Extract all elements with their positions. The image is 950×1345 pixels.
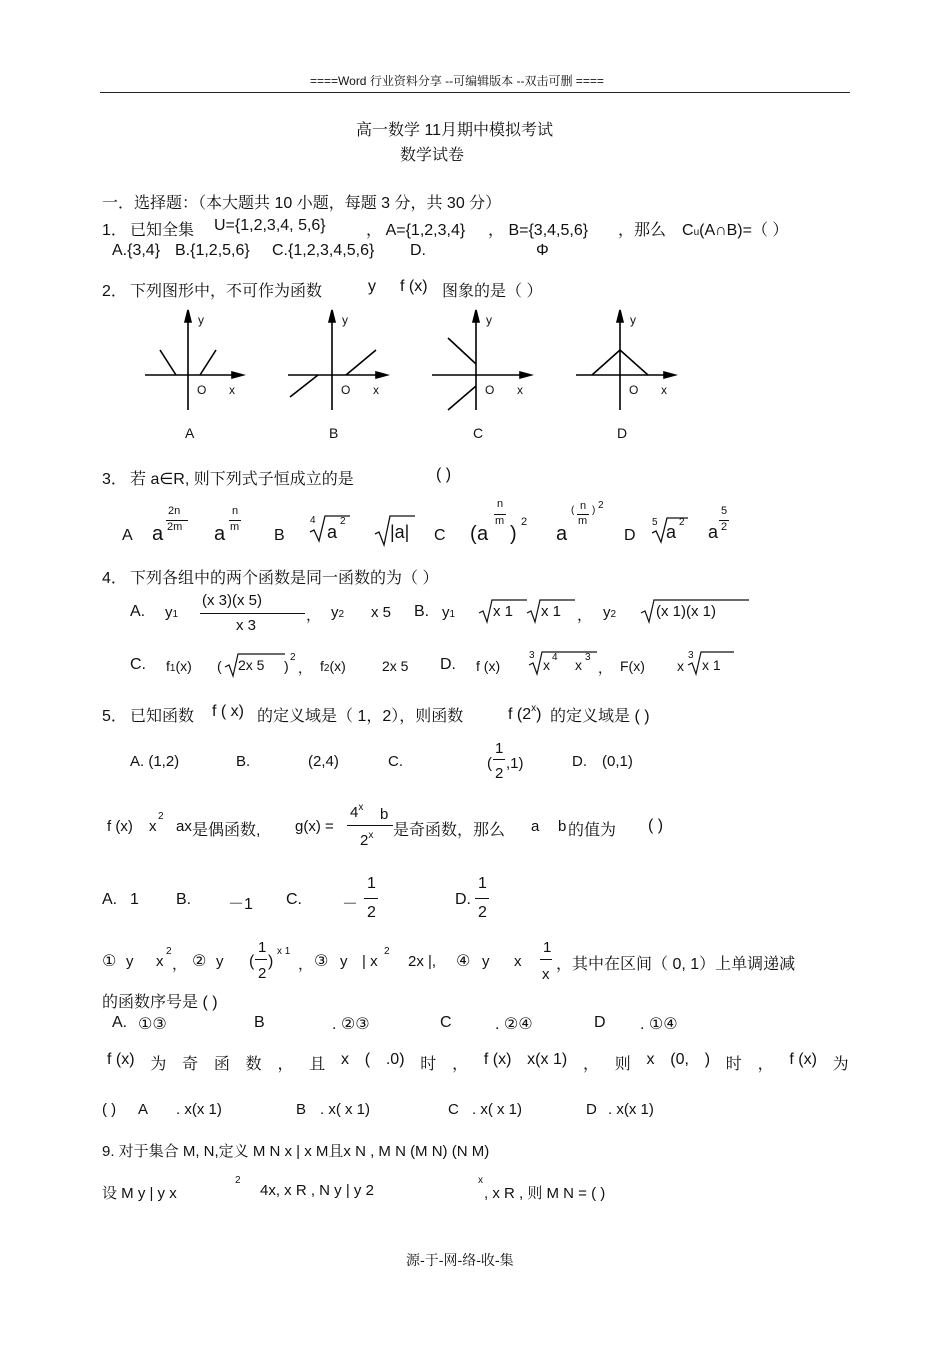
q8-token: 为 — [832, 1056, 849, 1073]
q3-c-exp2-lp: ( — [571, 505, 575, 516]
q4-d-x: x — [677, 658, 684, 674]
q4-a-y2 — [331, 604, 344, 621]
q4-c-comma: ， — [298, 660, 312, 676]
q4-b-y1 — [442, 604, 455, 621]
q6-option-b-value: －1 — [228, 896, 253, 913]
q4-c-f1-var: f — [166, 658, 170, 674]
q6-option-c-num: 1 — [367, 875, 376, 892]
q3-c-rparen: ) — [510, 523, 517, 545]
q6-num — [350, 802, 363, 821]
q4-c-f2-var: f — [320, 658, 324, 674]
q6-option-c: C. — [286, 891, 302, 908]
q4-b-rad1: x 1 — [493, 603, 514, 620]
q1-set-a: ， A={1,2,3,4} — [366, 222, 466, 239]
q7-option-d: D — [594, 1014, 606, 1031]
q8-token: ， — [757, 1056, 774, 1073]
q4-a-numerator: (x 3)(x 5) — [202, 592, 262, 609]
q1-option-b: B.{1,2,5,6} — [175, 242, 250, 259]
q1-expr-tail: (A∩B)=（ ） — [699, 222, 789, 239]
q4-option-c-label: C. — [130, 656, 146, 673]
q8-token: 且 — [309, 1056, 326, 1073]
q8-token: 奇 — [182, 1056, 199, 1073]
q3-d-base: a — [666, 522, 677, 542]
q2-stem: 下列图形中，不可作为函数 — [130, 283, 323, 300]
q9-line2-a: 设 M y | y x — [102, 1185, 177, 1202]
q8-token: (0, — [670, 1051, 689, 1068]
q6-num-b: b — [380, 806, 389, 823]
q6-den-base: 2 — [360, 832, 369, 849]
q4-c-f1 — [166, 658, 192, 674]
q3-d-exp2-den: 2 — [721, 521, 728, 533]
q4-d-rad1-exp4: 4 — [552, 652, 558, 663]
graph-d-label: D — [617, 425, 628, 441]
q7-y3: y — [340, 953, 348, 970]
q3-b-root-index: 4 — [310, 515, 316, 526]
q3-c-lparen: ( — [470, 523, 477, 545]
q7-half-bar — [255, 959, 267, 960]
q8-paren: ( ) — [102, 1101, 117, 1118]
q8-option-a: A — [138, 1101, 149, 1118]
q7-frac-den: x — [542, 966, 550, 983]
q7-c3: ③ — [314, 953, 329, 970]
q3-option-d-label: D — [624, 527, 636, 544]
q8-token: 函 — [213, 1056, 230, 1073]
q1-option-a: A.{3,4} — [112, 242, 161, 259]
q5-fx: f ( x) — [212, 703, 244, 720]
q3-c-exp2-num: n — [580, 500, 587, 512]
q3-c-exp2-den: m — [578, 515, 588, 527]
q6-a: a — [531, 818, 540, 835]
graph-d-x-label: x — [661, 383, 667, 397]
q8-token: x(x 1) — [527, 1051, 568, 1068]
q8-line1 — [107, 1051, 849, 1074]
q9-line2-b: 4x, x R , N y | y 2 — [260, 1182, 374, 1199]
q7-option-c-value: . ②④ — [495, 1016, 533, 1033]
q4-c-rad: 2x 5 — [238, 657, 265, 673]
q1-option-c: C.{1,2,3,4,5,6} — [272, 242, 375, 259]
q3-a-base2: a — [214, 523, 226, 545]
q8-token: ) — [704, 1051, 711, 1068]
q7-frac-bar — [540, 959, 552, 960]
q8-token: f (x) — [483, 1051, 512, 1068]
q3-b-exp: 2 — [340, 516, 346, 527]
q9-line2-c: , x R , 则 M N = ( ) — [484, 1185, 606, 1202]
q7-x1: x — [156, 953, 164, 970]
q7-half-num: 1 — [258, 939, 267, 956]
q4-c-f1-exp: 2 — [290, 652, 296, 663]
graph-d-y-label: y — [630, 313, 636, 327]
q7-x4: x — [514, 953, 522, 970]
q6-option-d-bar — [475, 898, 489, 899]
q5-stem-b: 的定义域是（ 1，2），则函数 — [257, 708, 464, 725]
q4-d-rad1-x: x — [543, 657, 550, 673]
q7-rparen: ) — [268, 953, 274, 970]
q4-a-denominator: x 3 — [236, 617, 257, 634]
q6-option-d: D. — [455, 891, 471, 908]
q8-token: 则 — [614, 1056, 631, 1073]
q3-d-exp2-num: 5 — [721, 505, 728, 517]
q9-expx: x — [478, 1175, 483, 1186]
q5-number: 5． — [102, 708, 127, 725]
graph-b-label: B — [329, 425, 339, 441]
q6-stem-a: 是偶函数, — [192, 822, 261, 839]
q4-c-f2 — [320, 658, 346, 674]
q6-option-a: A. — [102, 891, 118, 908]
q4-c-f1-sub: 1 — [169, 663, 176, 674]
q5-option-d: D. — [572, 753, 587, 770]
q2-stem-tail: 图象的是（ ） — [442, 283, 543, 300]
q8-token: f (x) — [107, 1051, 135, 1068]
q5-option-b-value: (2,4) — [308, 753, 339, 770]
q8-token: 数 — [245, 1056, 262, 1073]
q5-option-c-tail: ,1) — [506, 755, 524, 772]
q1-option-d-value: Φ — [536, 242, 549, 259]
q7-sep2: ， — [298, 956, 314, 973]
q6-num-base: 4 — [350, 804, 359, 821]
q3-c-exp-den: m — [495, 515, 505, 527]
graph-b-origin: O — [341, 383, 351, 397]
q1-complement-sub: u — [693, 227, 700, 238]
q4-b-y1-sub: 1 — [449, 609, 456, 620]
q4-d-rad1-exp3: 3 — [585, 652, 591, 663]
q3-option-a-label: A — [122, 527, 133, 544]
q3-stem: 若 a∈R, 则下列式子恒成立的是 — [130, 471, 354, 488]
q4-c-f2-sub: 2 — [323, 663, 330, 674]
q5-f2x — [508, 703, 541, 724]
q6-option-d-num: 1 — [478, 875, 487, 892]
q4-c-f1-arg: (x) — [175, 658, 192, 674]
q6-option-c-den: 2 — [367, 904, 376, 921]
q2-fx: f (x) — [400, 278, 428, 295]
q8-token: .0) — [385, 1051, 405, 1068]
q5-option-a: A. (1,2) — [130, 753, 180, 770]
q7-abs-exp: 2 — [384, 946, 390, 957]
q4-stem: 下列各组中的两个函数是同一函数的为（ ） — [130, 570, 439, 587]
q4-b-y1-var: y — [442, 604, 450, 621]
q7-c1: ① — [102, 953, 117, 970]
q7-abs-tail: 2x |, — [408, 953, 437, 970]
q7-half-den: 2 — [258, 965, 267, 982]
q1-stem: 已知全集 — [130, 222, 195, 239]
q2-number: 2． — [102, 283, 127, 300]
q7-option-b-value: . ②③ — [332, 1016, 370, 1033]
q4-option-b-label: B. — [414, 603, 430, 620]
q3-number: 3． — [102, 471, 127, 488]
q1-stem-tail: ，那么 — [618, 222, 667, 239]
q6-x: x — [149, 818, 157, 835]
q6-option-c-sign: － — [342, 896, 359, 913]
q5-option-c-bar — [493, 759, 505, 760]
q4-d-f: f (x) — [476, 658, 501, 674]
q8-token: ， — [277, 1056, 294, 1073]
q8-token: 时 — [420, 1056, 437, 1073]
graph-a-x-label: x — [229, 383, 235, 397]
section-heading: 一．选择题：（本大题共 10 小题，每题 3 分，共 30 分） — [102, 195, 502, 212]
q3-d-base2: a — [708, 522, 719, 542]
q8-token: 时 — [725, 1056, 742, 1073]
q4-b-y2 — [603, 604, 616, 621]
q8-token: ， — [582, 1056, 599, 1073]
q3-c-exp2-sq: 2 — [598, 500, 604, 511]
q5-f2x-exp: x — [531, 703, 537, 714]
q1-option-d: D. — [410, 242, 426, 259]
q3-a-exp-num2: n — [232, 505, 239, 517]
q8-token: f (x) — [789, 1051, 817, 1068]
exam-title: 高一数学 11月期中模拟考试 — [356, 122, 554, 139]
q3-b-base: a — [327, 522, 338, 542]
q6-b: b — [558, 818, 567, 835]
graph-b-y-label: y — [342, 313, 348, 327]
q3-c-base2: a — [556, 523, 568, 545]
q1-complement: C — [682, 222, 694, 239]
q4-c-f2-arg: (x) — [329, 658, 346, 674]
q8-option-c-value: . x( x 1) — [472, 1101, 523, 1118]
q4-a-y1-sub: 1 — [172, 609, 179, 620]
q7-exp-x1: x 1 — [277, 946, 291, 957]
q3-d-root-index: 5 — [652, 517, 658, 528]
q7-c4: ④ — [456, 953, 471, 970]
q4-b-rad3: (x 1)(x 1) — [656, 603, 716, 620]
q4-b-y2-sub: 2 — [610, 609, 617, 620]
q4-option-a-label: A. — [130, 603, 146, 620]
q9-exp2: 2 — [235, 1175, 241, 1186]
q3-option-b-label: B — [274, 527, 285, 544]
graph-a-label: A — [185, 425, 195, 441]
q7-c2: ② — [192, 953, 207, 970]
q6-paren: ( ) — [648, 817, 664, 834]
q7-option-a-value: ①③ — [138, 1016, 167, 1033]
q4-a-y1-var: y — [165, 604, 173, 621]
q3-c-outer-exp: 2 — [521, 516, 528, 528]
graph-a-y-label: y — [198, 313, 204, 327]
q4-a-y2-expr: x 5 — [371, 604, 392, 621]
q6-stem-c: 的值为 — [568, 822, 617, 839]
q3-b-abs-a: |a| — [390, 522, 410, 542]
q8-option-b-value: . x( x 1) — [320, 1101, 371, 1118]
q7-sep1: ， — [172, 956, 188, 973]
q7-y2: y — [216, 953, 224, 970]
q3-option-c-label: C — [434, 527, 446, 544]
q8-option-b: B — [296, 1101, 307, 1118]
q1-set-b: ， B={3,4,5,6} — [488, 222, 589, 239]
q9-line1: 9. 对于集合 M, N,定义 M N x | x M且x N , M N (M N) (N M) — [102, 1143, 490, 1160]
q5-option-c-num: 1 — [495, 740, 504, 757]
q2-graphs — [0, 0, 950, 450]
footer-text: 源-于-网-络-收-集 — [406, 1253, 514, 1269]
q6-den-exp: x — [368, 830, 374, 841]
q6-option-b: B. — [176, 891, 192, 908]
q4-c-f1-rparen: ) — [284, 658, 289, 674]
graph-c-x-label: x — [517, 383, 523, 397]
q5-option-d-value: (0,1) — [602, 753, 633, 770]
q4-number: 4． — [102, 570, 127, 587]
q4-b-comma: ， — [577, 607, 593, 624]
q4-a-y2-var: y — [331, 604, 339, 621]
q5-option-c-den: 2 — [495, 765, 504, 782]
q4-d-rad1-x2: x — [575, 657, 582, 673]
exam-subtitle: 数学试卷 — [400, 147, 465, 164]
q7-abs: | x — [362, 953, 378, 970]
q8-option-d: D — [586, 1101, 597, 1118]
q3-c-exp-num: n — [497, 498, 504, 510]
q1-number: 1． — [102, 222, 127, 239]
q3-paren: ( ) — [436, 466, 452, 483]
q7-stem2: 的函数序号是 ( ) — [102, 994, 218, 1011]
q8-option-d-value: . x(x 1) — [608, 1101, 654, 1118]
graph-c-label: C — [473, 425, 484, 441]
q6-option-c-bar — [364, 898, 378, 899]
q4-d-comma: ， — [598, 660, 612, 676]
q4-b-rad2: x 1 — [541, 603, 562, 620]
q5-stem-a: 已知函数 — [130, 708, 195, 725]
graph-a-origin: O — [197, 383, 207, 397]
q6-fraction-bar — [347, 825, 393, 826]
q8-token: x — [341, 1051, 349, 1068]
q4-a-y1 — [165, 604, 178, 621]
graph-c-origin: O — [485, 383, 495, 397]
q8-token: ( — [364, 1051, 371, 1068]
q4-d-F: F(x) — [620, 658, 645, 674]
q8-token: x — [646, 1051, 655, 1068]
q6-stem-b: 是奇函数，那么 — [393, 822, 506, 839]
q4-a-y2-sub: 2 — [338, 609, 345, 620]
q4-option-d-label: D. — [440, 656, 456, 673]
q7-option-a: A. — [112, 1014, 128, 1031]
q4-c-f1-lparen: ( — [217, 658, 222, 674]
q7-frac-num: 1 — [543, 939, 552, 956]
q6-option-d-den: 2 — [478, 904, 487, 921]
header-banner: ====Word 行业资料分享 --可编辑版本 --双击可删 ==== — [310, 74, 604, 88]
q3-a-exp-den2: m — [230, 521, 240, 533]
graph-b-x-label: x — [373, 383, 379, 397]
q3-d-exp: 2 — [679, 517, 685, 528]
q4-a-comma: ， — [306, 607, 322, 624]
q5-option-c: C. — [388, 753, 403, 770]
q5-option-c-lparen: ( — [487, 755, 492, 772]
q4-b-y2-var: y — [603, 604, 611, 621]
q7-y1: y — [126, 953, 134, 970]
q6-option-a-value: 1 — [130, 891, 139, 908]
q7-lparen: ( — [249, 953, 255, 970]
q5-option-b: B. — [236, 753, 251, 770]
q6-num-exp: x — [358, 802, 364, 813]
q5-f2x-tail: ) — [536, 706, 542, 723]
q6-fx: f (x) — [107, 818, 133, 835]
q3-c-exp2-rp: ) — [592, 505, 596, 516]
q3-a-exp-den1: 2m — [167, 521, 183, 533]
q1-set-u: U={1,2,3,4, 5,6} — [214, 217, 326, 234]
q8-token: ， — [452, 1056, 469, 1073]
q5-f2x-base: f (2 — [508, 706, 532, 723]
q4-d-root-index2: 3 — [688, 650, 694, 661]
q7-stem: ，其中在区间（ 0, 1）上单调递减 — [556, 956, 796, 973]
q5-stem-c: 的定义域是 ( ) — [550, 708, 650, 725]
graph-c-y-label: y — [486, 313, 492, 327]
q7-x1-exp: 2 — [166, 946, 172, 957]
q3-c-base: a — [477, 523, 489, 545]
q7-option-d-value: . ①④ — [640, 1016, 678, 1033]
q8-token: 为 — [150, 1056, 167, 1073]
graph-d-origin: O — [629, 383, 639, 397]
q6-gx: g(x) = — [295, 818, 334, 835]
q7-option-b: B — [254, 1014, 265, 1031]
q2-y: y — [368, 278, 376, 295]
q8-option-c: C — [448, 1101, 459, 1118]
q4-d-root-index1: 3 — [529, 650, 535, 661]
q4-d-rad2: x 1 — [702, 657, 721, 673]
q8-option-a-value: . x(x 1) — [176, 1101, 222, 1118]
q4-c-f2-expr: 2x 5 — [382, 658, 409, 674]
q6-den — [360, 830, 373, 849]
q7-option-c: C — [440, 1014, 452, 1031]
q4-a-fraction-bar — [200, 613, 305, 614]
q6-ax: ax — [176, 818, 192, 835]
q7-y4: y — [482, 953, 490, 970]
q3-a-exp-num1: 2n — [168, 505, 181, 517]
q3-a-base1: a — [152, 523, 164, 545]
q6-x-exp: 2 — [158, 811, 164, 822]
